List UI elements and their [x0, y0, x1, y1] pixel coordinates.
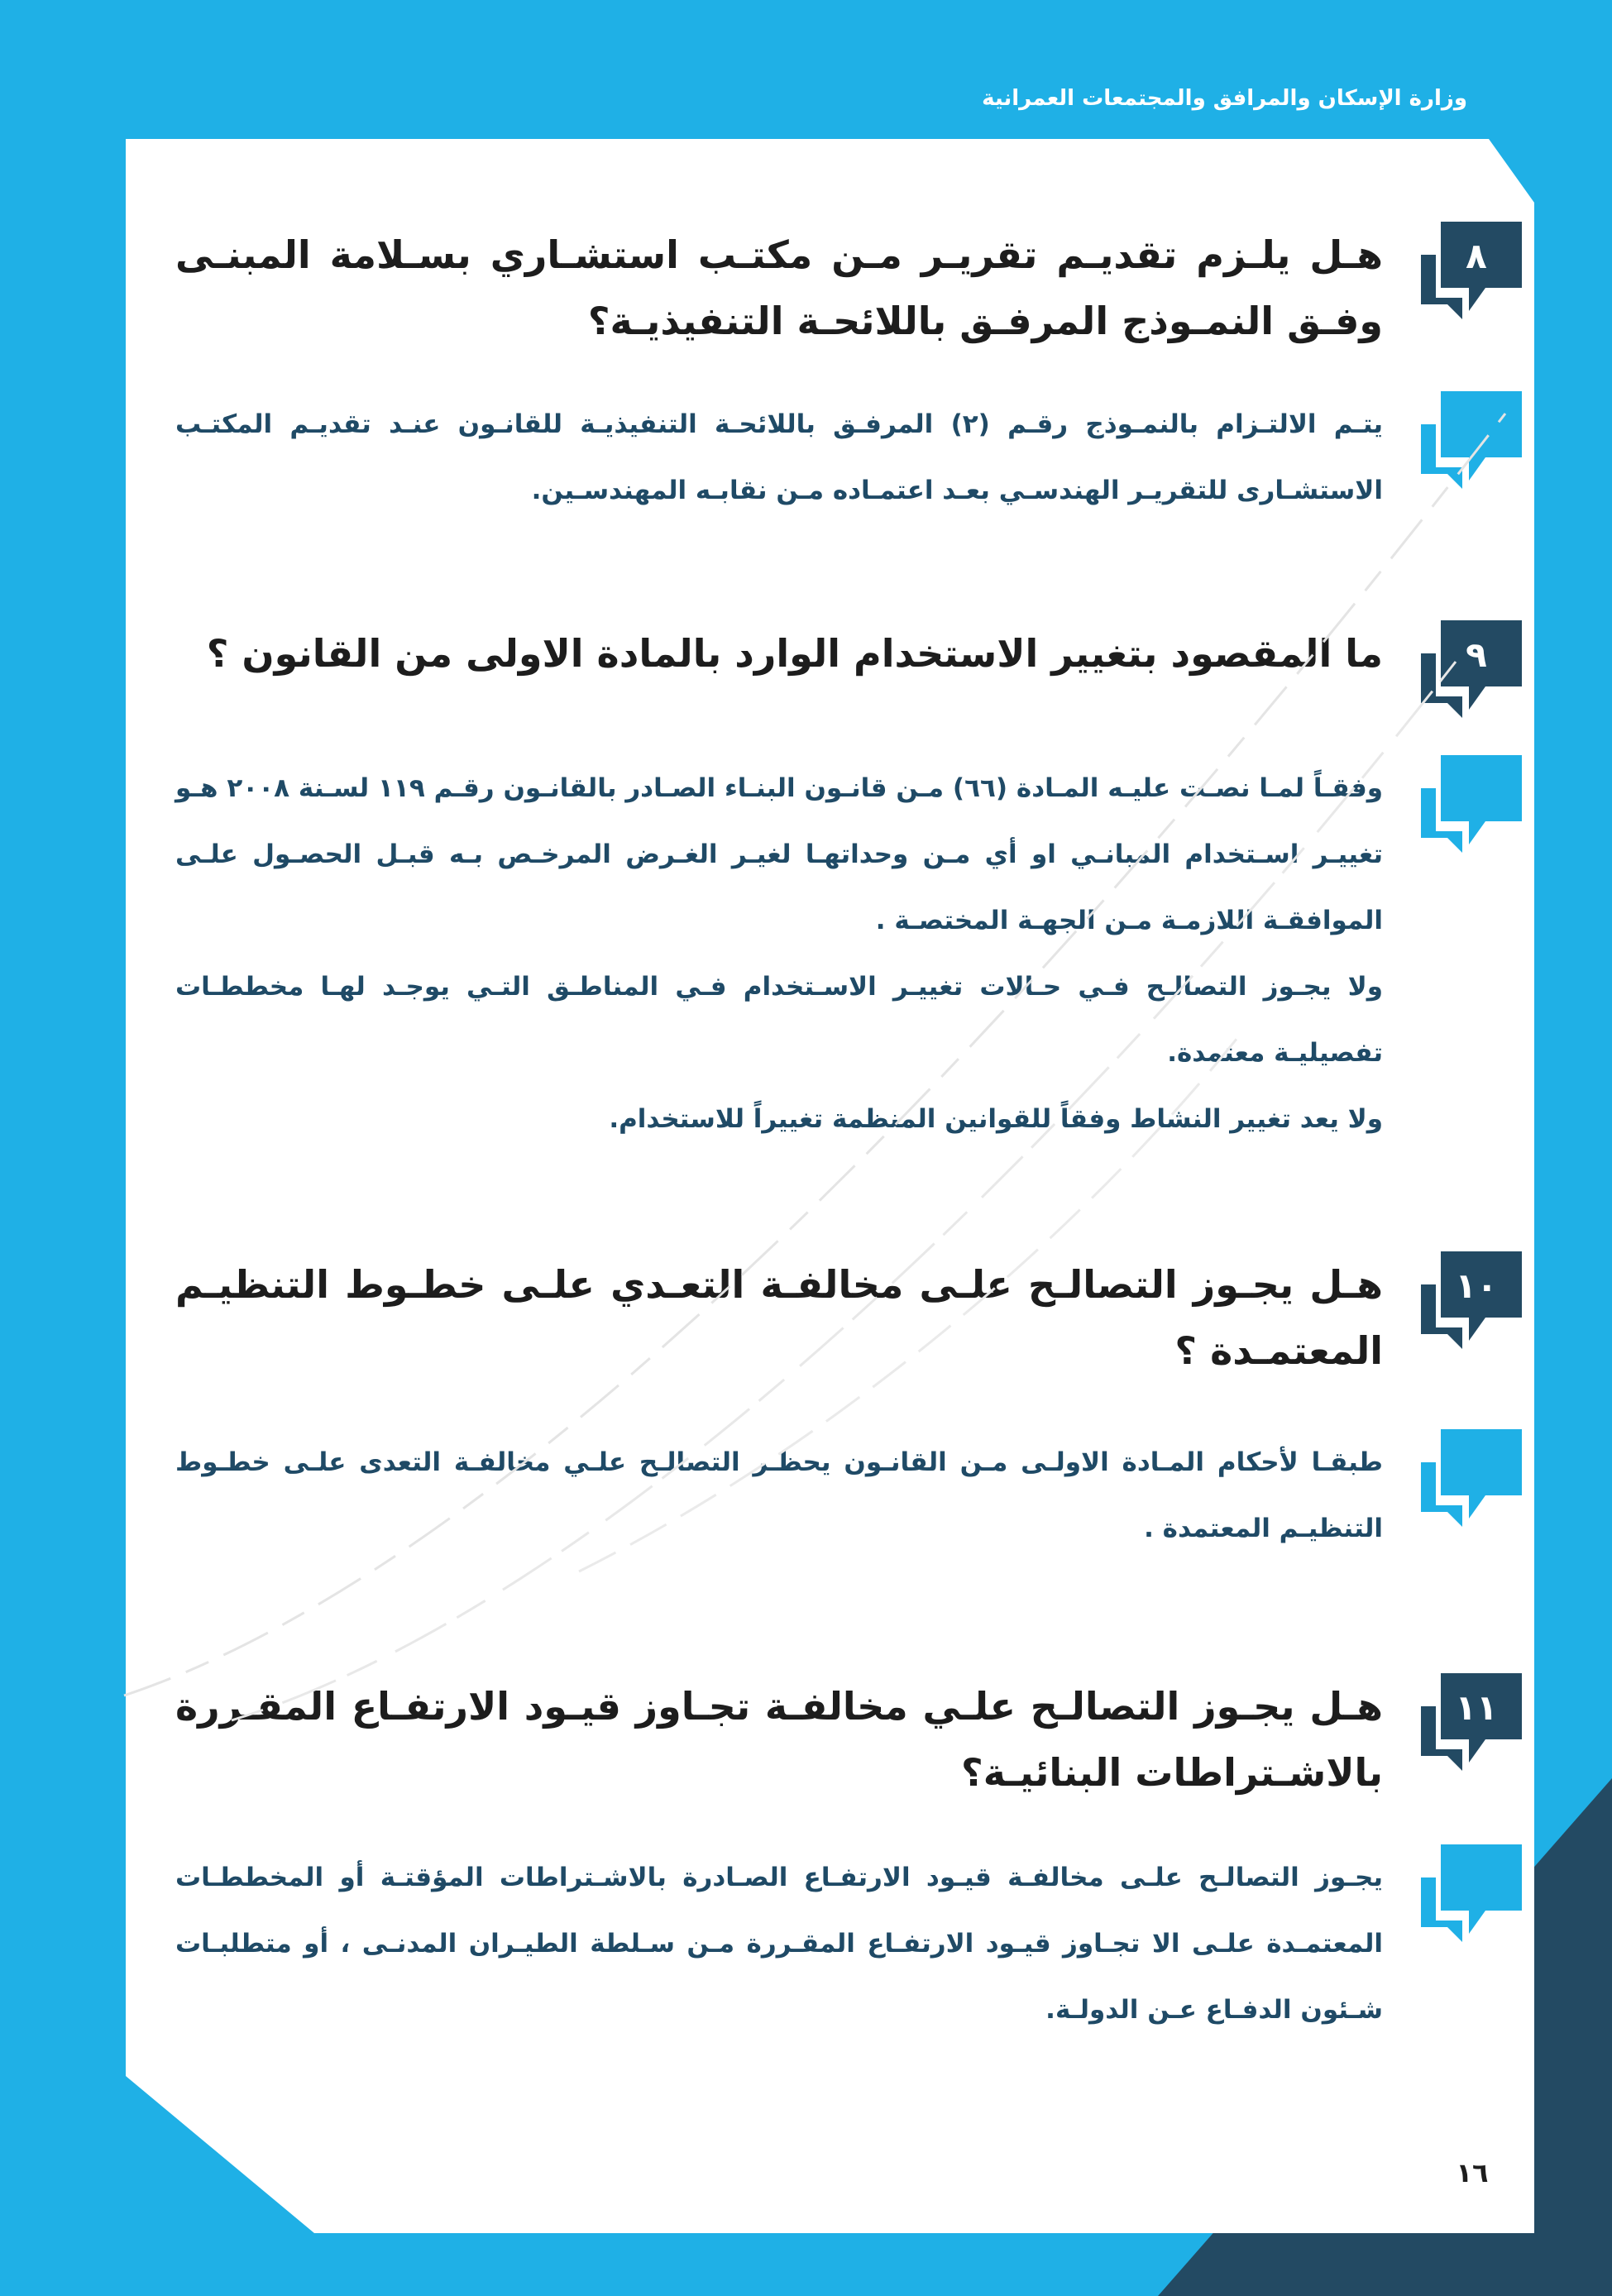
speech-bubble-icon [1421, 222, 1522, 319]
answer-text [175, 391, 1383, 524]
question-number: ٨ [1466, 236, 1487, 276]
answer-paragraph: يجـوز التصالـح علـى مخالفـة قيـود الارتفـاع الصـادرة بالاشـتراطات المؤقتـة أو المخططـات المعتمـدة علـى الا تجـاوز قيـود الارتفـاع المقـررة مـن سـلطة الطيـران المدنـى ، أو متطلبـات شـئون الدفـاع عـن الدولـة. [175, 1863, 1383, 2025]
answer-text [175, 1844, 1383, 2043]
answer-text [175, 755, 1383, 1152]
answer-paragraph: ولا يعد تغيير النشاط وفقاً للقوانين المنظمة تغييراً للاستخدام. [609, 1104, 1383, 1134]
answer-text [175, 1429, 1383, 1562]
speech-bubble-icon [1421, 1673, 1522, 1771]
answer-paragraph: وفقـاً لمـا نصـت عليـه المـادة (٦٦) مـن قانـون البنـاء الصـادر بالقانـون رقـم ١١٩ لسـنة ٢٠٠٨ هـو تغييـر اسـتخدام المبانـي او أي مـن وحداتهـا لغيـر الغـرض المرخـص بـه قبـل الحصـول علـى الموافقـة اللازمـة مـن الجهـة المختصـة . [175, 773, 1384, 935]
question-text: هـل يجـوز التصالـح علـى مخالفـة التعـدي علـى خطـوط التنظيـم المعتمـدة ؟ [175, 1262, 1383, 1373]
answer-paragraph: طبقـا لأحكام المـادة الاولـى مـن القانـون يحظـر التصالـح علـي مخالفـة التعدى علـى خطـوط التنظيـم المعتمدة . [175, 1447, 1383, 1543]
speech-bubble-icon [1421, 755, 1522, 853]
question-number: ١١ [1455, 1687, 1498, 1728]
speech-bubble-icon [1421, 1844, 1522, 1942]
speech-bubble-icon [1421, 620, 1522, 718]
page-number: ١٦ [1456, 2157, 1489, 2188]
question-text: ما المقصود بتغيير الاستخدام الوارد بالمادة الاولى من القانون ؟ [206, 631, 1383, 676]
speech-bubble-icon [1421, 1251, 1522, 1349]
question-number: ٩ [1466, 634, 1487, 675]
ministry-header: وزارة الإسكان والمرافق والمجتمعات العمرانية [982, 86, 1467, 111]
question-number: ١٠ [1455, 1265, 1498, 1306]
question-text: هـل يجـوز التصالـح علـي مخالفـة تجـاوز قيـود الارتفـاع المقـررة بالاشـتراطات البنائيـة؟ [175, 1684, 1383, 1795]
answer-paragraph: ولا يجـوز التصالـح فـي حـالات تغييـر الاسـتخدام فـي المناطـق التـي يوجـد لهـا مخططـات تفصيليـة معتمدة. [175, 972, 1383, 1068]
speech-bubble-icon [1421, 1429, 1522, 1527]
faq-content [124, 139, 1522, 2083]
speech-bubble-icon [1421, 391, 1522, 489]
answer-paragraph: يتـم الالتـزام بالنمـوذج رقـم (٢) المرفـق باللائحـة التنفيذيـة للقانـون عنـد تقديـم المكتـب الاستشـارى للتقريـر الهندسـي بعـد اعتمـاده مـن نقابـه المهندسـين. [175, 409, 1383, 505]
question-text: هـل يلـزم تقديـم تقريـر مـن مكتـب استشـاري بسـلامة المبنـى وفـق النمـوذج المرفـق باللائحـة التنفيذيـة؟ [175, 232, 1383, 343]
